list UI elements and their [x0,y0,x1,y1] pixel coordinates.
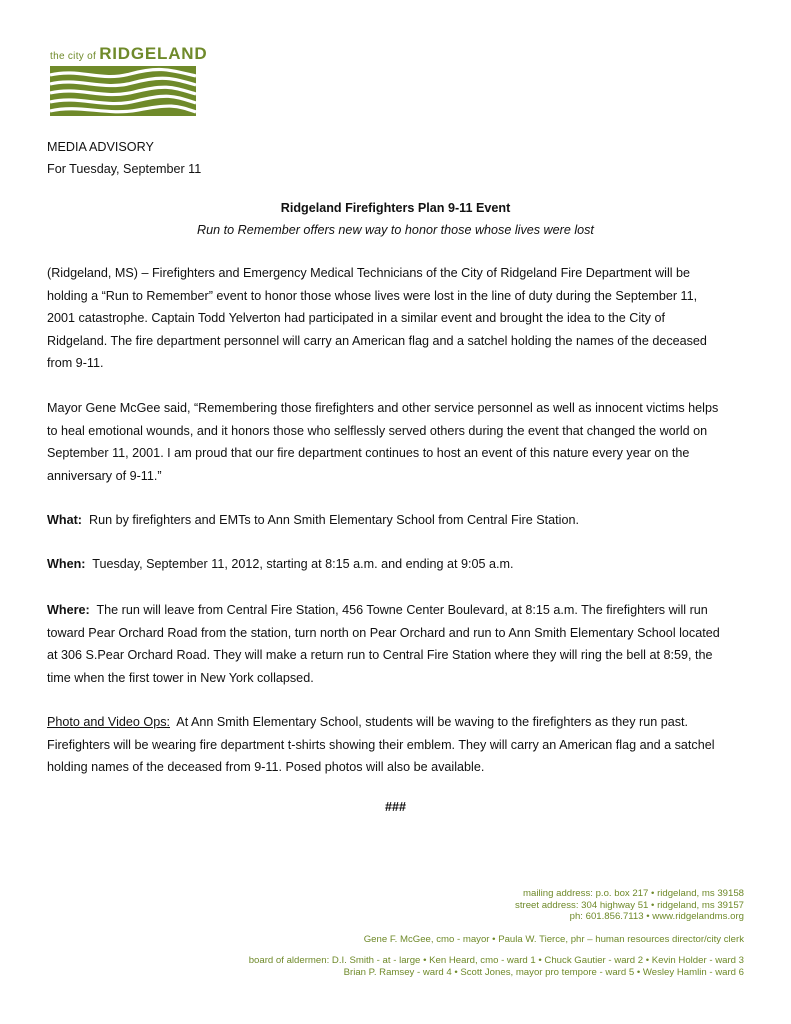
footer-address [515,888,744,923]
paragraph-line: toward Pear Orchard Road from the station, turn north on Pear Orchard and run to Ann Smith Elementary School located [47,625,720,640]
city-logo [50,44,208,116]
photo-ops-text: At Ann Smith Elementary School, students will be waving to the firefighters as they run past. [170,715,689,729]
paragraph-line: at 306 S.Pear Orchard Road. They will make a return run to Central Fire Station where they will ring the bell at 8:59, the [47,648,713,662]
what-section [47,509,747,532]
advisory-date: For Tuesday, September 11 [47,162,202,176]
when-text: Tuesday, September 11, 2012, starting at 8:15 a.m. and ending at 9:05 a.m. [85,557,514,571]
aldermen-line-2: Brian P. Ramsey - ward 4 • Scott Jones, mayor pro tempore - ward 5 • Wesley Hamlin - ward 6 [343,966,744,978]
paragraph-line: holding a “Run to Remember” event to honor those whose lives were lost in the line of duty during the September 11, [47,288,698,303]
headline-title: Ridgeland Firefighters Plan 9-11 Event [280,201,511,215]
what-label: What: [47,513,82,527]
paragraph-line: Mayor Gene McGee said, “Remembering those firefighters and other service personnel as well as innocent victims helps [47,401,719,415]
logo-prefix: the city of [50,51,97,62]
where-label: Where: [47,603,90,617]
when-section [47,553,747,576]
advisory-label: MEDIA ADVISORY [47,140,154,154]
where-section [47,599,747,689]
paragraph-line: 2001 catastrophe. Captain Todd Yelverton had participated in a similar event and brought the idea to the City of [47,311,665,325]
logo-name: RIDGELAND [99,44,208,63]
phone-website: ph: 601.856.7113 • www.ridgelandms.org [569,911,744,922]
wave-emblem-icon [50,66,196,116]
when-label: When: [47,557,86,571]
paragraph-line: time when the first tower in New York collapsed. [47,670,314,685]
where-text: The run will leave from Central Fire Station, 456 Towne Center Boulevard, at 8:15 a.m. The firefighters will run [89,603,708,617]
paragraph-line: Firefighters will be wearing fire department t-shirts showing their emblem. They will carry an American flag and a satchel [47,737,715,752]
body-paragraph-2 [47,397,747,487]
what-text: Run by firefighters and EMTs to Ann Smith Elementary School from Central Fire Station. [81,513,579,527]
photo-ops-label: Photo and Video Ops: [47,715,170,729]
paragraph-line: holding names of the deceased from 9-11. Posed photos will also be available. [47,760,485,774]
footer-aldermen [249,955,744,978]
end-mark: ### [384,800,406,814]
photo-ops-section [47,711,747,779]
paragraph-line: September 11, 2001. I am proud that our fire department continues to host an event of this nature every year on the [47,446,690,460]
paragraph-line: (Ridgeland, MS) – Firefighters and Emergency Medical Technicians of the City of Ridgeland Fire Department will be [47,266,691,280]
mailing-address: mailing address: p.o. box 217 • ridgeland, ms 39158 [523,888,744,899]
paragraph-line: to heal emotional wounds, and it honors those who selflessly served others during the event that changed the world on [47,423,708,438]
street-address: street address: 304 highway 51 • ridgeland, ms 39157 [515,899,744,911]
aldermen-line-1: board of aldermen: D.I. Smith - at - large • Ken Heard, cmo - ward 1 • Chuck Gautier - ward 2 • Kevin Holder - ward 3 [248,955,744,966]
paragraph-line: Ridgeland. The fire department personnel will carry an American flag and a satchel holding the names of the deceased [47,333,707,348]
headline-subtitle: Run to Remember offers new way to honor those whose lives were lost [197,223,594,237]
paragraph-line: from 9-11. [47,356,104,370]
body-paragraph-1 [47,262,747,375]
paragraph-line: anniversary of 9-11.” [47,468,162,483]
logo-wordmark [50,44,208,64]
footer-officials: Gene F. McGee, cmo - mayor • Paula W. Tierce, phr – human resources director/city clerk [363,934,744,945]
